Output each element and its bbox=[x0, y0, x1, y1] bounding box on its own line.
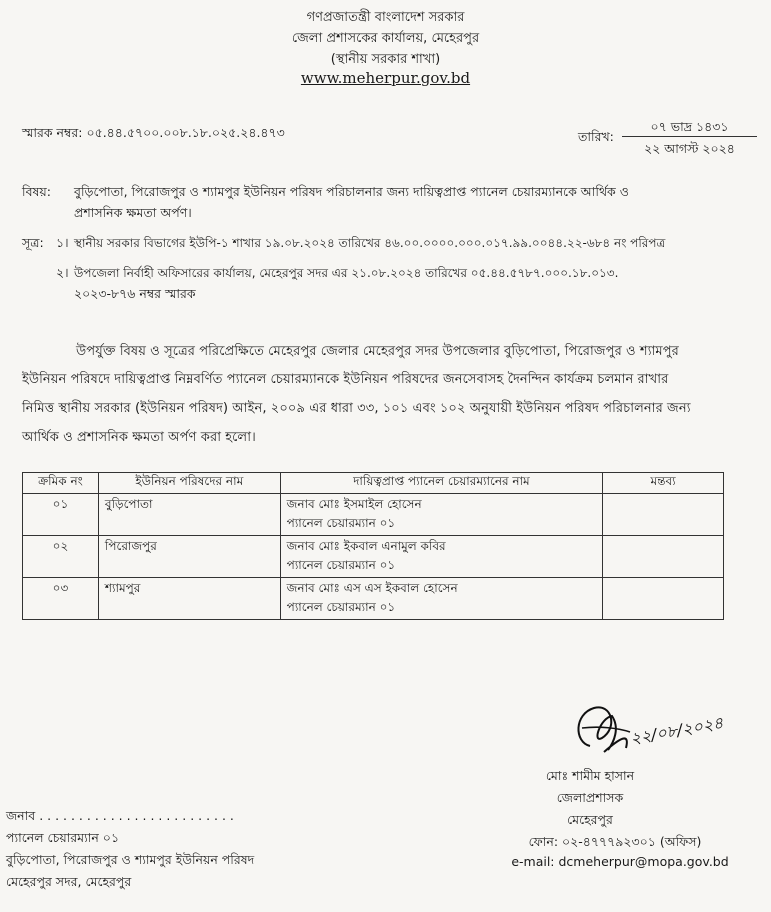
date-label: তারিখ: bbox=[578, 129, 614, 144]
table-header-row bbox=[23, 473, 724, 494]
body-line-3: নিমিত্ত স্থানীয় সরকার (ইউনিয়ন পরিষদ) আইন, ২০০৯ এর ধারা ৩৩, ১০১ এবং ১০২ অনুযায়ী ইউনিয়ন পরিষদ পরিচালনার জন্য bbox=[22, 401, 691, 416]
memo-number-line bbox=[22, 124, 285, 142]
header-union: ইউনিয়ন পরিষদের নাম bbox=[98, 473, 280, 494]
row-serial: ০২ bbox=[23, 536, 99, 578]
govt-title: গণপ্রজাতন্ত্রী বাংলাদেশ সরকার bbox=[306, 10, 465, 25]
body-line-4: আর্থিক ও প্রশাসনিক ক্ষমতা অর্পণ করা হলো। bbox=[22, 430, 256, 445]
table-row bbox=[23, 536, 724, 578]
date-bangla: ০৭ ভাদ্র ১৪৩১ bbox=[622, 118, 757, 137]
row-chairman bbox=[280, 578, 602, 620]
subject-label: বিষয়: bbox=[22, 184, 52, 199]
signatory-designation: জেলাপ্রশাসক bbox=[556, 790, 624, 805]
row-union: শ্যামপুর bbox=[98, 578, 280, 620]
branch-title: (স্থানীয় সরকার শাখা) bbox=[330, 52, 441, 67]
chairman-name: জনাব মোঃ এস এস ইকবাল হোসেন bbox=[286, 581, 458, 595]
header-chairman: দায়িত্বপ্রাপ্ত প্যানেল চেয়ারম্যানের নাম bbox=[280, 473, 602, 494]
office-email[interactable]: e-mail: dcmeherpur@mopa.gov.bd bbox=[511, 854, 729, 869]
row-union: পিরোজপুর bbox=[98, 536, 280, 578]
recipient-salutation: জনাব . . . . . . . . . . . . . . . . . . . . . . . . . bbox=[6, 808, 234, 823]
reference-1: স্থানীয় সরকার বিভাগের ইউপি-১ শাখার ১৯.০৮.২০২৪ তারিখের ৪৬.০০.০০০০.০০০.০১৭.৯৯.০০৪৪.২২-৬৮৪ নং পরিপত্র bbox=[74, 236, 666, 250]
office-title: জেলা প্রশাসকের কার্যালয়, মেহেরপুর bbox=[291, 31, 480, 46]
chairman-name: জনাব মোঃ ইসমাইল হোসেন bbox=[286, 497, 422, 511]
office-phone: ফোন: ০২-৪৭৭৭৯২৩০১ (অফিস) bbox=[528, 834, 702, 849]
memo-label: স্মারক নম্বর: bbox=[22, 125, 83, 140]
chairman-name: জনাব মোঃ ইকবাল এনামুল কবির bbox=[286, 539, 446, 553]
row-remarks bbox=[603, 494, 724, 536]
website-url[interactable]: www.meherpur.gov.bd bbox=[300, 69, 471, 87]
recipient-line-3: মেহেরপুর সদর, মেহেরপুর bbox=[6, 874, 132, 889]
row-remarks bbox=[603, 536, 724, 578]
table-row bbox=[23, 578, 724, 620]
handwritten-date: ২২/০৮/২০২৪ bbox=[628, 713, 725, 749]
row-remarks bbox=[603, 578, 724, 620]
subject-line-2: প্রশাসনিক ক্ষমতা অর্পণ। bbox=[74, 205, 192, 220]
table-row bbox=[23, 494, 724, 536]
body-line-2: ইউনিয়ন পরিষদে দায়িত্বপ্রাপ্ত নিম্নবর্ণিত প্যানেল চেয়ারম্যানকে ইউনিয়ন পরিষদের জনসেবাসহ দৈনন্দিন কার্যক্রম চলমান রাখার bbox=[22, 372, 669, 387]
chairman-role: প্যানেল চেয়ারম্যান ০১ bbox=[286, 516, 396, 530]
chairman-role: প্যানেল চেয়ারম্যান ০১ bbox=[286, 600, 396, 614]
reference-label: সূত্র: bbox=[22, 235, 44, 250]
reference-2-line-1: উপজেলা নির্বাহী অফিসারের কার্যালয়, মেহেরপুর সদর এর ২১.০৮.২০২৪ তারিখের ০৫.৪৪.৫৭৮৭.০০০.১৮.০১৩. bbox=[74, 266, 619, 280]
row-serial: ০৩ bbox=[23, 578, 99, 620]
header-serial: ক্রমিক নং bbox=[23, 473, 99, 494]
memo-number: ০৫.৪৪.৫৭০০.০০৮.১৮.০২৫.২৪.৪৭৩ bbox=[86, 125, 285, 140]
signatory-name: মোঃ শামীম হাসান bbox=[545, 768, 635, 783]
reference-1-number: ১। bbox=[56, 235, 69, 250]
panel-chairman-table bbox=[22, 472, 724, 620]
header-remarks: মন্তব্য bbox=[603, 473, 724, 494]
date-english: ২২ আগস্ট ২০২৪ bbox=[644, 141, 735, 156]
row-union: বুড়িপোতা bbox=[98, 494, 280, 536]
recipient-line-2: বুড়িপোতা, পিরোজপুর ও শ্যামপুর ইউনিয়ন পরিষদ bbox=[6, 852, 255, 867]
signatory-place: মেহেরপুর bbox=[567, 812, 613, 827]
row-chairman bbox=[280, 494, 602, 536]
body-line-1: উপর্যুক্ত বিষয় ও সূত্রের পরিপ্রেক্ষিতে মেহেরপুর জেলার মেহেরপুর সদর উপজেলার বুড়িপোতা, পিরোজপুর ও শ্যামপুর bbox=[76, 344, 679, 359]
row-chairman bbox=[280, 536, 602, 578]
row-serial: ০১ bbox=[23, 494, 99, 536]
website-link[interactable] bbox=[0, 69, 771, 89]
chairman-role: প্যানেল চেয়ারম্যান ০১ bbox=[286, 558, 396, 572]
reference-2-line-2: ২০২৩-৮৭৬ নম্বর স্মারক bbox=[74, 286, 196, 301]
reference-2-number: ২। bbox=[56, 265, 69, 280]
subject-line-1: বুড়িপোতা, পিরোজপুর ও শ্যামপুর ইউনিয়ন পরিষদ পরিচালনার জন্য দায়িত্বপ্রাপ্ত প্যানেল চেয়ারম্যানকে আর্থিক ও bbox=[74, 184, 629, 199]
recipient-line-1: প্যানেল চেয়ারম্যান ০১ bbox=[6, 830, 120, 845]
